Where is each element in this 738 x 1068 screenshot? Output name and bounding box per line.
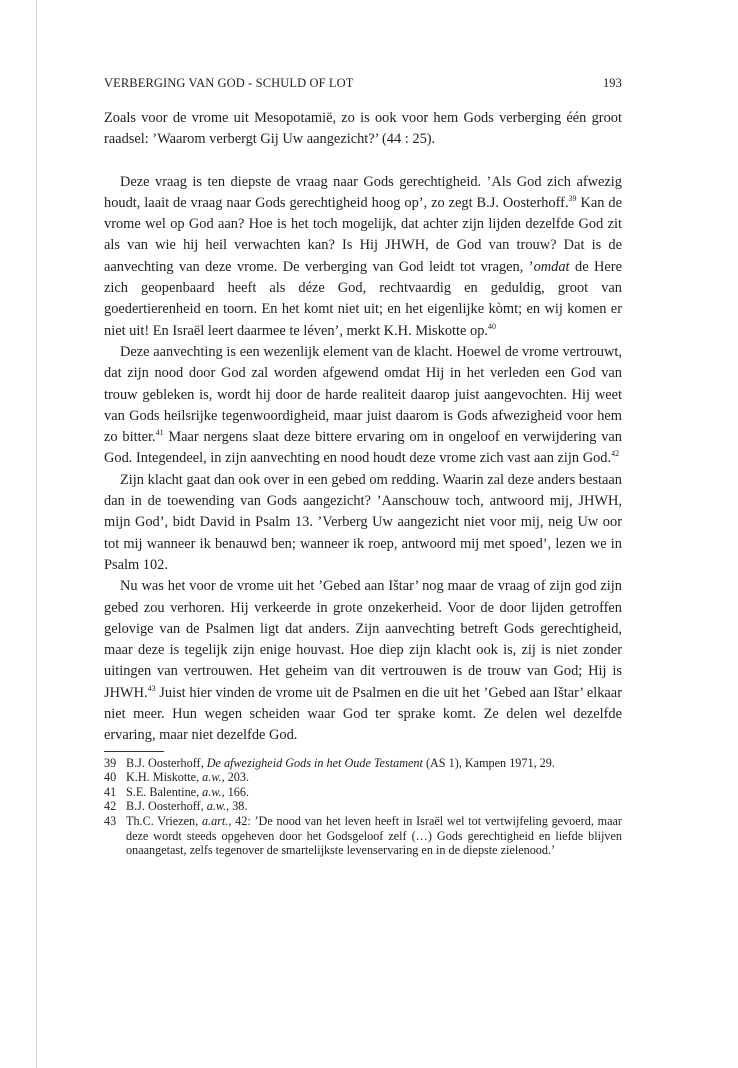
text-run: Deze aanvechting is een wezenlijk element van de klacht. Hoewel de vrome vertrouwt, dat zijn nood door God zal worden afgewend omdat Hij in het verleden een God van trouw gebleken is, wordt hij door de harde realiteit daarop juist aangevochten. Hij weet van Gods heilsrijke tegenwoordigheid, maar juist daarom is Gods afwezigheid voor hem zo bitter.	[104, 343, 622, 446]
paragraph-1	[104, 108, 622, 151]
footnote-number: 43	[104, 813, 117, 828]
abbreviation: a.w.	[206, 799, 227, 814]
footnote-ref-40: 40	[488, 321, 497, 331]
footnote-text	[126, 770, 622, 785]
text-run: Zoals voor de vrome uit Mesopotamië, zo is ook voor hem Gods verberging één groot raadsel: ’Waarom verbergt Gij Uw aangezicht?’ (44 : 25).	[104, 110, 622, 148]
text-run: , 166.	[221, 784, 250, 799]
body-text	[104, 108, 622, 747]
footnote-text	[126, 785, 622, 800]
text-run: B.J. Oosterhoff,	[126, 799, 207, 814]
book-title: De afwezigheid Gods in het Oude Testament	[206, 755, 423, 770]
footnote-ref-39: 39	[568, 194, 577, 204]
emphasis-omdat: omdat	[533, 258, 570, 275]
text-run: Nu was het voor de vrome uit het ’Gebed aan Ištar’ nog maar de vraag of zijn god zijn gebed zou verhoren. Hij verkeerde in grote onzekerheid. Voor de door lijden getroffen gelovige van de Psalmen ligt dat anders. Zijn aanvechting betreft Gods gerechtigheid, maar deze is tegelijk zijn enige houvast. Hoe diep zijn klacht ook is, zij is niet zonder uitingen van vertrouwen. Het geheim van dit vertrouwen is de trouw van God; Hij is JHWH.	[104, 578, 622, 701]
text-run: de Here zich geopenbaard heeft als déze God, rechtvaardig en geduldig, groot van goedertierenheid en toorn. En het komt niet uit; en het eigenlijke kòmt; en wij komen er niet uit! En Israël leert daarmee te léven’, merkt K.H. Miskotte op.	[104, 258, 622, 339]
footnote-42	[104, 799, 622, 814]
footnote-ref-41: 41	[155, 428, 164, 438]
footnote-43	[104, 814, 622, 858]
text-run: Kan de vrome wel op God aan? Hoe is het toch mogelijk, dat achter zijn lijden dezelfde God zit als van wie hij heil verwachten kan? Is Hij JHWH, de God van trouw? Dat is de aanvechting van deze vrome. De verberging van God leidt tot vragen, ’	[104, 194, 622, 275]
footnote-text	[126, 756, 622, 771]
page-edge-line	[36, 0, 37, 1068]
footnote-number: 39	[104, 755, 117, 770]
text-run: S.E. Balentine,	[126, 784, 203, 799]
footnote-41	[104, 785, 622, 800]
text-run: , 38.	[226, 799, 248, 814]
footnote-number: 42	[104, 799, 117, 814]
text-run: Maar nergens slaat deze bittere ervaring om in ongeloof en verwijdering van God. Integendeel, in zijn aanvechting en nood houdt deze vrome zich vast aan zijn God.	[104, 429, 622, 467]
footnote-number: 40	[104, 770, 117, 785]
text-run: Deze vraag is ten diepste de vraag naar Gods gerechtigheid. ’Als God zich afwezig houdt, laait de vraag naar Gods gerechtigheid hoog op’, zo zegt B.J. Oosterhoff.	[104, 173, 622, 211]
footnote-ref-43: 43	[147, 683, 156, 693]
text-run: K.H. Miskotte,	[126, 770, 203, 785]
text-run: Juist hier vinden de vrome uit de Psalmen en die uit het ’Gebed aan Ištar’ elkaar niet meer. Hun wegen scheiden waar God ter sprake komt. Ze delen wel dezelfde ervaring, maar niet dezelfde God.	[104, 684, 622, 744]
footnote-separator	[104, 751, 164, 752]
footnote-ref-42: 42	[611, 449, 620, 459]
footnote-40	[104, 770, 622, 785]
text-run: Th.C. Vriezen,	[126, 813, 202, 828]
footnote-text	[126, 814, 622, 858]
running-title: VERBERGING VAN GOD - SCHULD OF LOT	[104, 76, 354, 90]
paragraph-2	[104, 172, 622, 342]
abbreviation: a.w.	[202, 770, 222, 785]
abbreviation: a.art.	[201, 813, 229, 828]
running-header	[104, 76, 622, 94]
footnotes	[104, 756, 622, 858]
abbreviation: a.w.	[202, 784, 222, 799]
paragraph-5	[104, 576, 622, 746]
text-run: , 203.	[221, 770, 250, 785]
text-run: B.J. Oosterhoff,	[126, 755, 207, 770]
text-run: (AS 1), Kampen 1971, 29.	[422, 755, 555, 770]
paragraph-3	[104, 342, 622, 470]
book-page	[104, 76, 622, 858]
footnote-number: 41	[104, 784, 117, 799]
text-run: Zijn klacht gaat dan ook over in een gebed om redding. Waarin zal deze anders bestaan dan in de toewending van Gods aangezicht? ’Aanschouw toch, antwoord mij, JHWH, mijn God’, bidt David in Psalm 13. ’Verberg Uw aangezicht niet voor mij, neig Uw oor tot mij wanneer ik benauwd ben; wanneer ik roep, antwoord mij met spoed’, lezen we in Psalm 102.	[104, 471, 622, 573]
text-run: , 42: ’De nood van het leven heeft in Israël wel tot vertwijfeling gevoerd, maar deze wordt steeds opgeheven door het Godsgeloof zelf (…) Gods gerechtigheid en liefde blijven onaangetast, zelfs tegenover de smartelijkste levenservaring en in de diepste zielenood.’	[126, 813, 622, 858]
footnote-text	[126, 799, 622, 814]
paragraph-4	[104, 470, 622, 576]
page-number: 193	[602, 76, 622, 90]
footnote-39	[104, 756, 622, 771]
